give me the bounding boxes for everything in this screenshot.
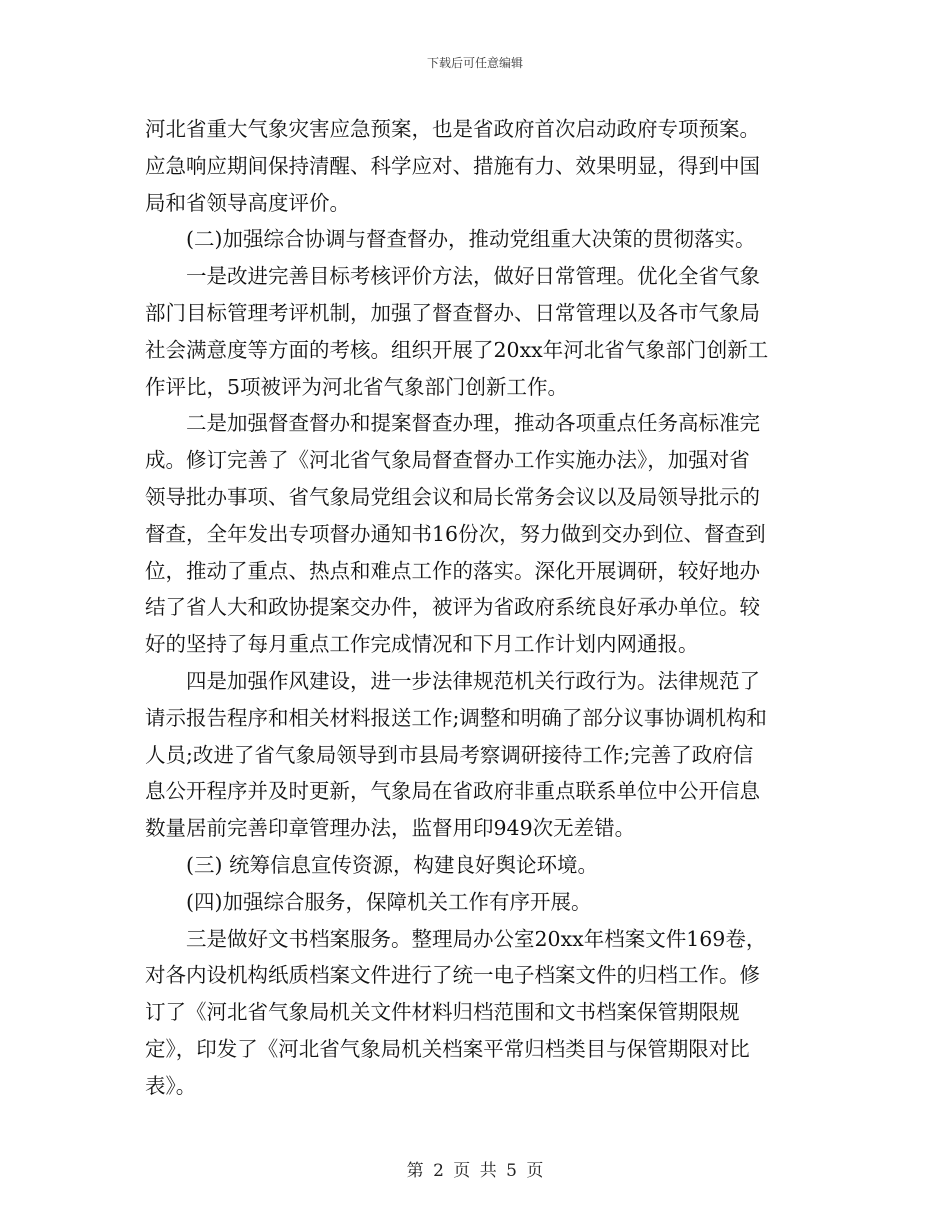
text-line: 对各内设机构纸质档案文件进行了统一电子档案文件的归档工作。修: [145, 963, 760, 988]
text-line: 息公开程序并及时更新，气象局在省政府非重点联系单位中公开信息: [145, 779, 760, 804]
text-line: 一是改进完善目标考核评价方法，做好日常管理。优化全省气象: [186, 264, 760, 289]
page-header: 下载后可任意编辑: [426, 56, 523, 70]
text-line: 定》，印发了《河北省气象局机关档案平常归档类目与保管期限对比: [145, 1036, 750, 1061]
text-line: 河北省重大气象灾害应急预案，也是省政府首次启动政府专项预案。: [145, 117, 760, 141]
text-line: 局和省领导高度评价。: [145, 190, 350, 215]
text-line: (四)加强综合服务，保障机关工作有序开展。: [186, 889, 592, 914]
text-line: 好的坚持了每月重点工作完成情况和下月工作计划内网通报。: [145, 632, 699, 657]
page-footer: 第 2 页 共 5 页: [406, 1161, 544, 1181]
text-line: 部门目标管理考评机制，加强了督查督办、日常管理以及各市气象局: [145, 300, 760, 325]
text-line: 数量居前完善印章管理办法，监督用印949次无差错。: [145, 816, 636, 841]
text-line: 社会满意度等方面的考核。组织开展了20xx年河北省气象部门创新工: [145, 337, 769, 362]
text-line: 督查，全年发出专项督办通知书16份次，努力做到交办到位、督查到: [145, 521, 766, 546]
text-line: 作评比，5项被评为河北省气象部门创新工作。: [145, 374, 569, 399]
text-line: 应急响应期间保持清醒、科学应对、措施有力、效果明显，得到中国: [145, 153, 760, 178]
text-line: 结了省人大和政协提案交办件，被评为省政府系统良好承办单位。较: [145, 595, 760, 620]
text-line: (二)加强综合协调与督查督办，推动党组重大决策的贯彻落实。: [186, 227, 756, 252]
text-line: 人员;改进了省气象局领导到市县局考察调研接待工作;完善了政府信: [145, 742, 754, 767]
text-line: 成。修订完善了《河北省气象局督查督办工作实施办法》，加强对省: [145, 448, 750, 473]
text-line: 位，推动了重点、热点和难点工作的落实。深化开展调研，较好地办: [145, 558, 760, 583]
document-body: [145, 111, 825, 1105]
text-line: (三) 统筹信息宣传资源，构建良好舆论环境。: [186, 852, 599, 877]
text-line: 订了《河北省气象局机关文件材料归档范围和文书档案保管期限规: [145, 1000, 740, 1025]
text-line: 三是做好文书档案服务。整理局办公室20xx年档案文件169卷，: [186, 926, 767, 951]
text-line: 二是加强督查督办和提案督查办理，推动各项重点任务高标准完: [186, 411, 760, 436]
text-line: 四是加强作风建设，进一步法律规范机关行政行为。法律规范了: [186, 668, 760, 693]
text-line: 请示报告程序和相关材料报送工作;调整和明确了部分议事协调机构和: [145, 705, 767, 730]
text-line: 表》。: [145, 1073, 197, 1098]
text-line: 领导批办事项、省气象局党组会议和局长常务会议以及局领导批示的: [145, 484, 760, 509]
